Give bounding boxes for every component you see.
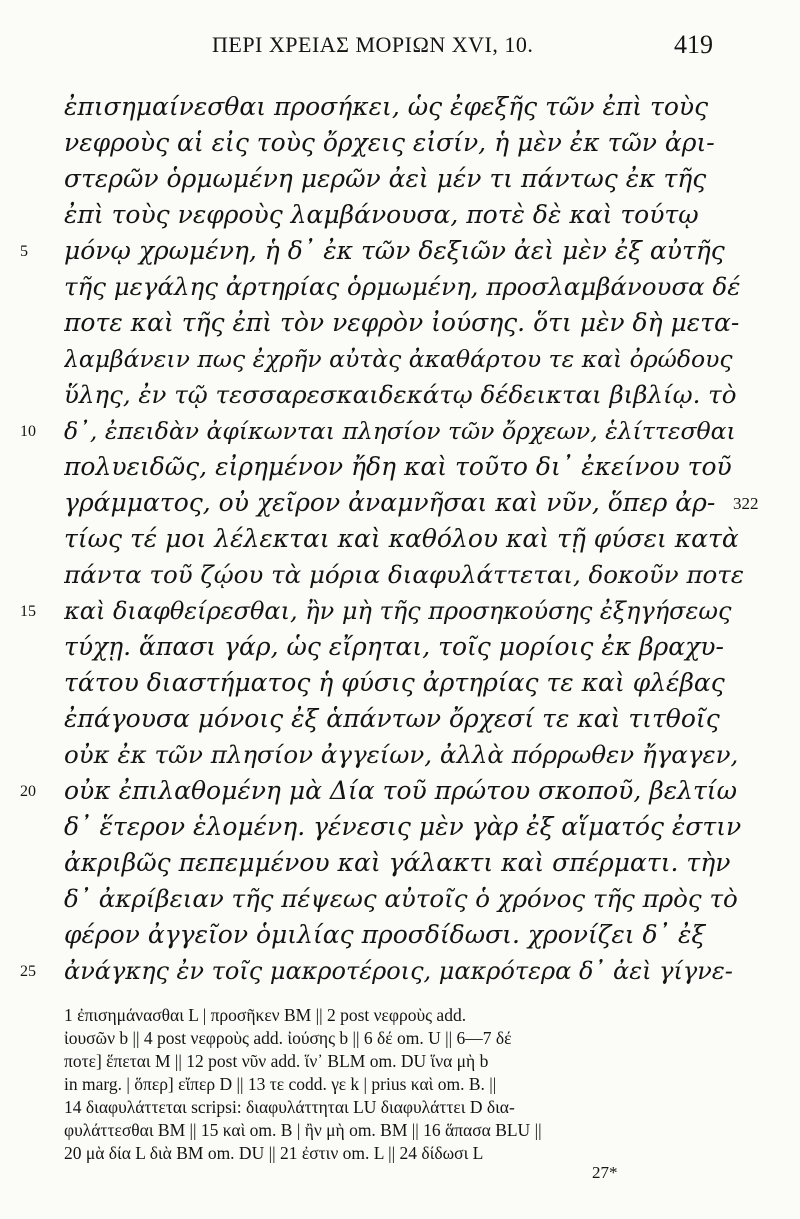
text-line: ἀκριβῶς πεπεμμένου καὶ γάλακτι καὶ σπέρματι. τὴν xyxy=(64,848,731,877)
line-number: 20 xyxy=(20,783,36,800)
line-number: 5 xyxy=(20,243,28,260)
apparatus-line: in marg. | ὅπερ] εἴπερ D || 13 τε codd. γε k | prius καὶ om. B. || xyxy=(64,1074,497,1094)
text-line: οὐκ ἐπιλαθομένη μὰ Δία τοῦ πρώτου σκοποῦ, βελτίω xyxy=(64,776,737,805)
apparatus-line: φυλάττεσθαι BM || 15 καὶ om. B | ἢν μὴ om. BM || 16 ἅπασα BLU || xyxy=(64,1120,542,1140)
text-line: στερῶν ὁρμωμένη μερῶν ἀεὶ μέν τι πάντως ἐκ τῆς xyxy=(64,164,707,193)
text-line: πολυειδῶς, εἰρημένον ἤδη καὶ τοῦτο δι᾽ ἐκείνου τοῦ xyxy=(64,452,732,481)
apparatus-line: ἰουσῶν b || 4 post νεφροὺς add. ἰούσης b || 6 δέ om. U || 6—7 δέ xyxy=(64,1028,512,1048)
text-line: τάτου διαστήματος ἡ φύσις ἀρτηρίας τε καὶ φλέβας xyxy=(64,668,725,697)
line-number: 15 xyxy=(20,603,36,620)
apparatus-line: 1 ἐπισημάνασθαι L | προσῆκεν BM || 2 post νεφροὺς add. xyxy=(64,1005,467,1025)
text-line: ὕλης, ἐν τῷ τεσσαρεσκαιδεκάτῳ δέδεικται βιβλίῳ. τὸ xyxy=(64,380,737,409)
text-line: δ᾽ ἀκρίβειαν τῆς πέψεως αὐτοῖς ὁ χρόνος τῆς πρὸς τὸ xyxy=(64,884,738,913)
apparatus-line: ποτε] ἕπεται M || 12 post νῦν add. ἵν᾽ BLM om. DU ἵνα μὴ b xyxy=(64,1051,489,1071)
text-line: γράμματος, οὐ χεῖρον ἀναμνῆσαι καὶ νῦν, ὅπερ ἀρ- xyxy=(64,488,716,517)
signature-mark: 27* xyxy=(592,1163,618,1182)
text-line: ἐπισημαίνεσθαι προσήκει, ὡς ἐφεξῆς τῶν ἐπὶ τοὺς xyxy=(64,92,709,121)
text-line: τύχῃ. ἅπασι γάρ, ὡς εἴρηται, τοῖς μορίοις ἐκ βραχυ- xyxy=(64,632,724,661)
text-line: τίως τέ μοι λέλεκται καὶ καθόλου καὶ τῇ φύσει κατὰ xyxy=(64,524,739,553)
text-line: ποτε καὶ τῆς ἐπὶ τὸν νεφρὸν ἰούσης. ὅτι μὲν δὴ μετα- xyxy=(64,308,740,337)
running-title: ΠΕΡΙ ΧΡΕΙΑΣ ΜΟΡΙΩΝ XVI, 10. xyxy=(212,32,534,57)
text-line: νεφροὺς αἱ εἰς τοὺς ὄρχεις εἰσίν, ἡ μὲν ἐκ τῶν ἀρι- xyxy=(64,128,715,157)
apparatus-line: 20 μὰ δία L διὰ BM om. DU || 21 ἐστιν om. L || 24 δίδωσι L xyxy=(64,1143,484,1163)
running-head xyxy=(0,30,800,66)
line-number: 10 xyxy=(20,423,36,440)
margin-page-reference: 322 xyxy=(733,494,759,513)
line-number: 25 xyxy=(20,963,36,980)
text-line: πάντα τοῦ ζῴου τὰ μόρια διαφυλάττεται, δοκοῦν ποτε xyxy=(64,560,744,589)
text-line: δ᾽, ἐπειδὰν ἀφίκωνται πλησίον τῶν ὄρχεων, ἑλίττεσθαι xyxy=(64,417,736,445)
page-number: 419 xyxy=(674,30,713,59)
text-line: λαμβάνειν πως ἐχρῆν αὐτὰς ἀκαθάρτου τε καὶ ὀρώδους xyxy=(64,345,733,373)
text-line: καὶ διαφθείρεσθαι, ἢν μὴ τῆς προσηκούσης ἐξηγήσεως xyxy=(64,597,732,625)
apparatus-line: 14 διαφυλάττεται scripsi: διαφυλάττηται LU διαφυλάττει D δια- xyxy=(64,1097,515,1117)
text-line: ἀνάγκης ἐν τοῖς μακροτέροις, μακρότερα δ᾽ ἀεὶ γίγνε- xyxy=(64,957,733,985)
text-line: δ᾽ ἕτερον ἑλομένη. γένεσις μὲν γὰρ ἐξ αἵματός ἐστιν xyxy=(64,812,742,841)
text-line: οὐκ ἐκ τῶν πλησίον ἀγγείων, ἀλλὰ πόρρωθεν ἤγαγεν, xyxy=(64,740,739,769)
text-line: μόνῳ χρωμένη, ἡ δ᾽ ἐκ τῶν δεξιῶν ἀεὶ μὲν ἐξ αὐτῆς xyxy=(64,236,725,265)
text-line: ἐπὶ τοὺς νεφροὺς λαμβάνουσα, ποτὲ δὲ καὶ τούτῳ xyxy=(64,200,699,229)
text-line: τῆς μεγάλης ἀρτηρίας ὁρμωμένη, προσλαμβάνουσα δέ xyxy=(64,272,741,301)
text-line: ἐπάγουσα μόνοις ἐξ ἁπάντων ὄρχεσί τε καὶ τιτθοῖς xyxy=(64,704,720,733)
text-line: φέρον ἀγγεῖον ὁμιλίας προσδίδωσι. χρονίζει δ᾽ ἐξ xyxy=(64,920,706,949)
